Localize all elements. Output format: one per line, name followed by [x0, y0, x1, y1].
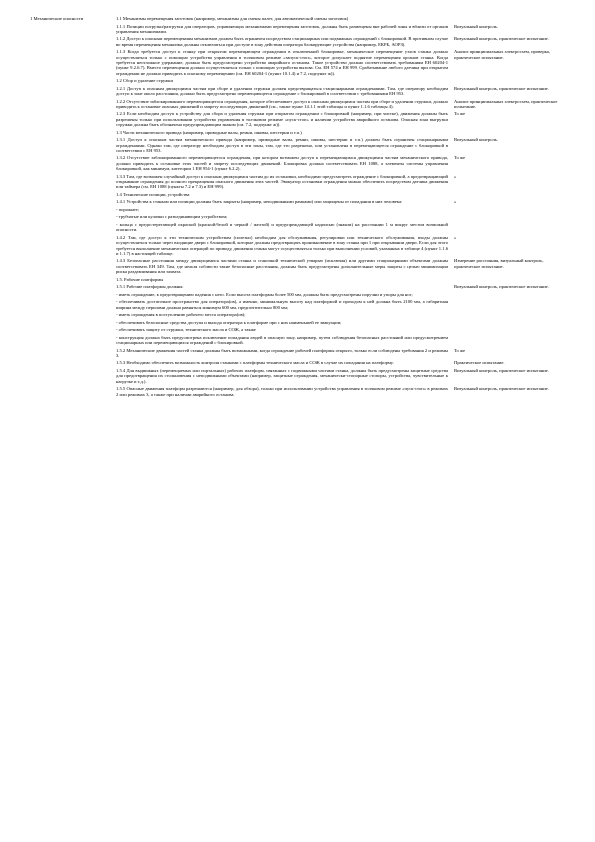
requirement-cell: 1.1.2 Доступ к опасным перемещениям механизмов должен быть ограничен посредством стационарных или подвижных ограждений с блокировкой. В противном случае во время перемещения механизма должны отключаться при доступе в зону действия оператора блокирующие устройства (например, ЕКРБ, АОРЗ).	[116, 36, 448, 47]
verification-cell: Измерение расстояния, визуальный контроль, практическое испытание.	[454, 258, 544, 269]
requirement-cell: 1.3.3 Там, где возможен случайный доступ к опасным движущимся частям до их остановки, необходимо предусмотреть ограждение с блокировкой, а предотвращающий открывание ограждения до полного прекращения опасного движения этих частей. Эвакуатор остановки ограждения можно обеспечить посредством датчика движения или таймера (см. ЕН 1088 (пункты 7.2 и 7.3) и ЕН 999).	[116, 173, 448, 190]
hazard-cell	[30, 299, 116, 310]
table-row	[30, 174, 570, 190]
hazard-cell	[30, 24, 116, 35]
requirement-cell: - трубчатые или кулачки с разъединяющим устройством;	[116, 214, 228, 220]
verification-cell	[454, 277, 570, 282]
verification-cell: То же	[454, 155, 466, 161]
verification-cell	[454, 327, 570, 332]
table-row	[30, 348, 570, 359]
table-row	[30, 235, 570, 256]
hazard-cell	[30, 360, 116, 365]
requirement-cell: 1.1.3 Когда требуется доступ к станку при открытом перемещающем ограждении в отключенной блокировке, механическое перемещение узлов станка должно осуществляться только с помощью устройства управления в толчковом режиме «запуск-стоп», которое допускает поднятие перемещения органов станка. Когда требуется неотложное удержание, должно быть предусмотрено устройство аварийного останова. Такое устройство должно соответствовать требованиям ЕН 60204-1 (пункт 9.2.6.7). Вместо перемещения должно осуществляться только с помощью устройства вызова. См. ЕН 574 и ЕН 999. Срабатывание любого датчика при открытом ограждении не должно приводить к опасному перемещению (см. ЕН 60204-1 (пункт 10.1.4) и 7.2, подпункт ж)).	[116, 49, 448, 76]
verification-cell	[454, 222, 570, 233]
table-row	[30, 320, 570, 325]
hazard-cell	[30, 258, 116, 274]
requirement-cell: 1.4.3 Безопасные расстояния между движущимися частями станка и станочной технической утварью (исключая) или другими стационарными объектами должны соответствовать ЕН 349. Там, где нельзя соблюсти такие безопасные расстояния, должны быть предусмотрены дополнительные меры защиты с целью минимизации риска раздавливания или захвата.	[116, 258, 448, 275]
requirement-cell: 1.2.2 Отсутствие заблокированного перемещающегося ограждения, которое обеспечивает доступ к опасным движущимся частям при сборе и удалении стружки, должно приводить к остановке опасных движений и запрету последующих движений (см., также пункт 14.1.1 этой таблицы и пункт 1.1.6 таблицы 4).	[116, 98, 448, 109]
table-row	[30, 258, 570, 274]
hazard-cell	[30, 386, 116, 397]
table-row	[30, 222, 570, 233]
requirement-cell: 1.4.1 Устройства к станкам или позиции должны быть закрыты (например, неподвижными рамками) или защищены от попадания в них человека:	[116, 199, 403, 205]
table-row	[30, 327, 570, 332]
requirement-cell: 1.5. Рабочие платформы	[116, 276, 164, 282]
hazard-cell	[30, 368, 116, 384]
verification-cell	[454, 78, 570, 83]
requirement-cell: 1.2.1 Доступ к опасным движущимся частям при сборе и удалении стружки должен предотвращаться стационарными ограждениями. Там, где оператору необходим доступ к зоне около расстояния, должно быть предусмотрено перемещающееся ограждение с блокировкой в соответствии с требованиями ЕН 953.	[116, 85, 448, 97]
verification-cell	[454, 292, 570, 297]
requirement-cell: - обеспечивать защиту от стружки, технического масла и СОЖ, а также	[116, 327, 256, 333]
verification-cell	[454, 16, 570, 21]
verification-cell: Визуальный контроль, практическое испытание.	[454, 386, 549, 392]
hazard-cell	[30, 86, 116, 97]
table-row	[30, 155, 570, 171]
table-row	[30, 24, 570, 35]
requirement-cell: - обеспечивать безопасные средства доступа и выхода оператора к платформе при с них наименьшей ее эвакуации;	[116, 319, 342, 325]
requirement-cell: 1.1 Механизмы перемещения заготовок (например, механизмы для смены палет, для автоматической смены заготовок)	[116, 16, 349, 21]
table-row	[30, 111, 570, 127]
table-row	[30, 86, 570, 97]
requirement-cell: 1.5.5 Опасные движения платформ разрешаются (например, для обзора), только при использовании устройства управления в толчковом режиме «пуск-стоп» в режимах 2 или режимах 3, а также при наличии аварийного останова.	[116, 386, 448, 397]
table-row	[30, 214, 570, 219]
verification-cell: »	[454, 199, 457, 205]
requirement-cell: 1.5.1 Рабочие платформы должны:	[116, 284, 184, 290]
verification-cell: Визуальный контроль, практическое испытание.	[454, 368, 549, 373]
requirement-cell: - иметь ограждение, к предотвращению падения с него. Если высота платформы более 500 мм, должны быть предусмотрены поручни и упоры для ног;	[116, 291, 413, 297]
verification-cell	[454, 320, 570, 325]
verification-cell: Визуальный контроль, практическое испытание.	[454, 284, 549, 290]
requirement-cell: 1.3 Части механического привода (например, приводные валы, ремни, шкивы, шестерни и т.п.)	[116, 129, 302, 135]
verification-cell: Практическое испытание.	[454, 360, 505, 366]
requirement-cell: 1.1.1 Позиции погрузки/разгрузки для операторов, управляющих механизмами перемещения заготовок, должны быть размещены вне рабочей зоны и вблизи от органов управления механизмами.	[116, 23, 448, 34]
verification-cell: Визуальный контроль, практическое испытание.	[454, 85, 549, 91]
table-row	[30, 360, 570, 365]
hazard-cell	[30, 111, 116, 127]
requirement-cell: - иметь ограждения в поступлению рабочего места оператора(ов);	[116, 312, 246, 318]
hazard-cell	[30, 214, 116, 219]
hazard-cell	[30, 207, 116, 212]
verification-cell: То же	[454, 347, 466, 353]
section-heading-row	[30, 130, 570, 135]
requirement-cell: - кольца с предостерегающей окраской (красной/белой и черной / желтой) и предупреждающей надписью (знаком) на расстоянии 1 м вокруг местом возможной опасности.	[116, 222, 448, 233]
table-row	[30, 99, 570, 110]
table-row	[30, 16, 570, 21]
table-row	[30, 49, 570, 76]
hazard-cell	[30, 174, 116, 190]
table-row	[30, 312, 570, 317]
verification-cell: »	[454, 173, 457, 179]
hazard-cell	[30, 312, 116, 317]
requirement-cell: - порожнее;	[116, 206, 139, 212]
section-heading-row	[30, 277, 570, 282]
verification-cell	[454, 214, 570, 219]
verification-cell: Визуальный контроль, практическое испытание.	[454, 36, 549, 42]
requirement-cell: 1.2.3 Если необходим доступ к устройству для сбора и удаления стружки при открытом ограждении с блокировкой (например, при чистке), движения должны быть разрешены только при использовании устройства управления в толчковом режиме «пуск-стоп» и наличии устройства аварийного останова. Опасная зона выгрузки стружки должна быть обозначена предупреждающим знаком (см. 7.2, подпункт ж)).	[116, 111, 448, 128]
hazard-cell	[30, 327, 116, 332]
table-row	[30, 299, 570, 310]
requirement-cell: 1.5.4 Для выдвижных (перемещаемых или портальных) рабочих платформ, связанных с подвижными частями станка, должны быть предусмотрены защитные средства для предотвращения их столкновения с неподвижными объектами (например, защитные ограждения, механически-стопорные стопоры, устройства, чувствительные к нагрузке и т.д.).	[116, 368, 448, 384]
verification-cell: Визуальный контроль.	[454, 23, 498, 29]
table-row	[30, 292, 570, 297]
hazard-cell	[30, 335, 116, 346]
verification-cell	[454, 130, 570, 135]
section-heading-row	[30, 78, 570, 83]
hazard-cell	[30, 222, 116, 233]
table-row	[30, 199, 570, 204]
hazard-cell	[30, 78, 116, 83]
hazard-cell	[30, 99, 116, 110]
verification-cell: Визуальный контроль.	[454, 137, 498, 143]
table-row	[30, 386, 570, 397]
requirement-cell: 1.2 Сбор и удаление стружки	[116, 78, 173, 84]
verification-cell	[454, 299, 570, 310]
requirement-cell: 1.5.3 Необходимо обеспечить возможность контроля станками с платформы технического масла и СОЖ в случае их попадания на платформу.	[116, 360, 394, 366]
table-row	[30, 284, 570, 289]
table-row	[30, 137, 570, 153]
hazard-cell	[30, 320, 116, 325]
requirement-cell: 1.5.2 Механические движения частей станка должны быть возможными, когда ограждение рабочей платформы открыто, только если соблюдены требования 2 и режимы 3.	[116, 347, 448, 358]
hazard-cell	[30, 192, 116, 197]
verification-cell: Анализ принципиальных электросхем, проверка, практическое испытание.	[454, 49, 550, 60]
table-row	[30, 335, 570, 346]
requirement-cell: 1.4 Технические позиции, устройства	[116, 191, 190, 197]
hazard-cell	[30, 130, 116, 135]
hazard-cell	[30, 199, 116, 204]
requirement-cell: 1.3.2 Отсутствие заблокированного перемещающегося ограждения, при котором возможен доступ к перемещающимся движущимся частям механического привода, должно приводить к остановке этих частей и запрету последующих движений. Блокировка должна соответствовать ЕН 1088, а элементы системы управления блокировкой, как минимум, категории 1 ЕН 954-1 (пункт 6.2.2).	[116, 155, 448, 172]
table-row	[30, 36, 570, 47]
hazard-cell	[30, 292, 116, 297]
hazard-cell: 1 Механические опасности	[30, 16, 84, 21]
hazard-cell	[30, 235, 116, 256]
hazard-cell	[30, 277, 116, 282]
table-row	[30, 207, 570, 212]
hazard-cell	[30, 284, 116, 289]
table-row	[30, 368, 570, 384]
section-heading-row	[30, 192, 570, 197]
verification-cell	[454, 312, 570, 317]
hazard-cell	[30, 155, 116, 171]
hazard-cell	[30, 137, 116, 153]
hazard-cell	[30, 49, 116, 76]
hazard-cell	[30, 348, 116, 359]
verification-cell	[454, 335, 570, 346]
requirement-cell: - конструкция должна быть предусмотрена исключение попадания людей в опасную зону, например, путем соблюдения безопасных расстояний или предусмотрением стационарных или перемещающихся ограждений с блокировкой.	[116, 334, 448, 346]
verification-cell: »	[454, 234, 457, 240]
verification-cell	[454, 192, 570, 197]
hazard-cell	[30, 36, 116, 47]
document-page	[30, 16, 570, 399]
requirement-cell: 1.3.1 Доступ к опасным частям механического привода (например, приводные валы, ремни, шкивы, шестерни и т.п.) должен быть ограничен стационарными ограждениями. Однако там, где оператору необходим доступ в эти зоны, там, где это разрешено, или установлена в перемещающееся ограждение с блокировкой в соответствии с ЕН 953.	[116, 137, 448, 153]
verification-cell: Анализ принципиальных электросхем, практическое испытание.	[454, 98, 558, 109]
requirement-cell: - обеспечивать достаточное пространство для оператора(ов), а именно, минимальную высоту над платформой и проходом к ней должна быть 2100 мм, а габаритная ширина между перилами должна равняться минимум 600 мм, предпочтительно 800 мм;	[116, 299, 448, 310]
verification-cell	[454, 207, 570, 212]
requirement-cell: 1.4.2 Там, где доступ к эти техническим устройствам (полезно) необходим для обслуживания, регулировки или технического обслуживания, входы должны осуществляться только через входящие двери с блокировкой, которые должны предотвращать проникновение в зону станка при 1 при открывании двери. Если для этого требуется выполнение механических операций по приводу, движения станка могут осуществляться только при выполнении условий, указанных в таблице 4 (пункт 1.1.6 и 1.1.7) в настоящей таблице.	[116, 234, 448, 256]
verification-cell: То же	[454, 111, 466, 117]
